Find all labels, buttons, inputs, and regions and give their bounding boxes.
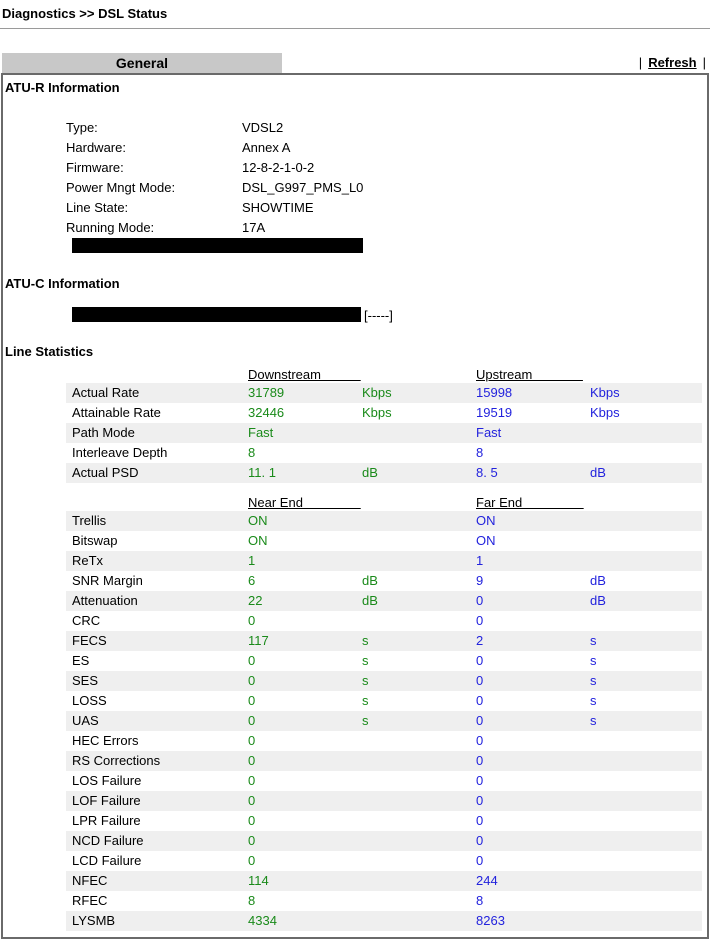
field-value: SHOWTIME <box>242 200 314 215</box>
value-far: 8 <box>476 445 484 460</box>
unit-near: s <box>362 693 369 708</box>
table-row <box>66 811 702 831</box>
value-near: 0 <box>248 613 256 628</box>
unit-far: Kbps <box>590 405 620 420</box>
value-near: 8 <box>248 893 256 908</box>
tab-general[interactable]: General <box>2 53 282 73</box>
row-label: Attainable Rate <box>72 405 161 420</box>
table-row <box>66 751 702 771</box>
value-far: 244 <box>476 873 498 888</box>
row-label: LOS Failure <box>72 773 142 788</box>
redacted-field <box>72 238 363 253</box>
value-far: 2 <box>476 633 484 648</box>
value-far: 9 <box>476 573 484 588</box>
row-label: ES <box>72 653 90 668</box>
value-far: 0 <box>476 693 484 708</box>
value-near: 0 <box>248 853 256 868</box>
unit-far: dB <box>590 593 606 608</box>
table-row <box>66 571 702 591</box>
value-far: ON <box>476 513 496 528</box>
table-row <box>66 831 702 851</box>
row-label: NFEC <box>72 873 108 888</box>
far-end-header: Far End <box>476 495 584 510</box>
value-far: 15998 <box>476 385 513 400</box>
unit-near: s <box>362 653 369 668</box>
row-label: LPR Failure <box>72 813 141 828</box>
table-row <box>66 651 702 671</box>
field-label: Hardware: <box>66 140 126 155</box>
row-label: UAS <box>72 713 99 728</box>
value-far: Fast <box>476 425 502 440</box>
value-far: 8 <box>476 893 484 908</box>
row-label: Trellis <box>72 513 107 528</box>
row-label: LOF Failure <box>72 793 141 808</box>
field-value: VDSL2 <box>242 120 284 135</box>
value-far: 0 <box>476 833 484 848</box>
value-near: 114 <box>248 873 269 888</box>
value-near: 0 <box>248 753 256 768</box>
row-label: LCD Failure <box>72 853 142 868</box>
row-label: Actual Rate <box>72 385 140 400</box>
field-value: Annex A <box>242 140 291 155</box>
near-end-header: Near End <box>248 495 361 510</box>
value-near: 22 <box>248 593 263 608</box>
value-near: 1 <box>248 553 256 568</box>
row-label: RFEC <box>72 893 108 908</box>
value-far: 0 <box>476 773 484 788</box>
value-near: 0 <box>248 813 256 828</box>
value-far: 0 <box>476 713 484 728</box>
value-near: 0 <box>248 793 256 808</box>
value-near: ON <box>248 513 268 528</box>
table-row <box>66 671 702 691</box>
unit-far: Kbps <box>590 385 620 400</box>
downstream-header: Downstream <box>248 367 361 382</box>
table-row <box>66 531 702 551</box>
row-label: SES <box>72 673 99 688</box>
breadcrumb: Diagnostics >> DSL Status <box>2 6 168 21</box>
value-far: 0 <box>476 753 484 768</box>
unit-far: dB <box>590 465 606 480</box>
value-far: 0 <box>476 853 484 868</box>
value-far: 0 <box>476 793 484 808</box>
value-near: ON <box>248 533 268 548</box>
unit-near: s <box>362 673 369 688</box>
value-far: 0 <box>476 733 484 748</box>
unit-far: s <box>590 713 597 728</box>
row-label: LYSMB <box>72 913 116 928</box>
row-label: LOSS <box>72 693 107 708</box>
value-near: 31789 <box>248 385 285 400</box>
value-near: 11. 1 <box>248 465 276 480</box>
table-row <box>66 511 702 531</box>
value-near: 6 <box>248 573 256 588</box>
line-stats-table <box>66 363 702 931</box>
table-row <box>66 591 702 611</box>
row-label: HEC Errors <box>72 733 139 748</box>
value-far: 1 <box>476 553 484 568</box>
value-far: 19519 <box>476 405 513 420</box>
row-label: SNR Margin <box>72 573 143 588</box>
row-label: FECS <box>72 633 107 648</box>
unit-far: s <box>590 633 597 648</box>
field-label: Running Mode: <box>66 220 155 235</box>
value-far: 0 <box>476 673 484 688</box>
table-row <box>66 771 702 791</box>
table-row <box>66 551 702 571</box>
table-row <box>66 691 702 711</box>
field-label: Power Mngt Mode: <box>66 180 176 195</box>
table-row <box>66 631 702 651</box>
unit-near: dB <box>362 593 378 608</box>
value-near: 0 <box>248 833 256 848</box>
field-value: 17A <box>242 220 266 235</box>
unit-near: dB <box>362 573 378 588</box>
value-near: 0 <box>248 713 256 728</box>
unit-near: s <box>362 633 369 648</box>
table-row <box>66 911 702 931</box>
value-far: 8. 5 <box>476 465 498 480</box>
value-near: 32446 <box>248 405 285 420</box>
unit-far: dB <box>590 573 606 588</box>
refresh-toolbar <box>633 54 706 72</box>
group2-header <box>66 491 702 511</box>
value-near: 0 <box>248 693 256 708</box>
unit-far: s <box>590 673 597 688</box>
field-label: Line State: <box>66 200 129 215</box>
upstream-header: Upstream <box>476 367 583 382</box>
atur-section-title: ATU-R Information <box>5 80 120 95</box>
unit-near: Kbps <box>362 385 392 400</box>
value-far: 0 <box>476 813 484 828</box>
separator: | <box>702 55 706 70</box>
refresh-link[interactable]: Refresh <box>648 55 697 70</box>
row-label: CRC <box>72 613 101 628</box>
value-far: 8263 <box>476 913 505 928</box>
unit-near: dB <box>362 465 378 480</box>
row-label: Bitswap <box>72 533 118 548</box>
title-divider <box>0 28 710 29</box>
table-row <box>66 891 702 911</box>
unit-near: Kbps <box>362 405 392 420</box>
value-far: 0 <box>476 593 484 608</box>
table-row <box>66 851 702 871</box>
table-row <box>66 403 702 423</box>
value-near: 0 <box>248 733 256 748</box>
field-value: 12-8-2-1-0-2 <box>242 160 315 175</box>
row-label: Interleave Depth <box>72 445 168 460</box>
table-row <box>66 443 702 463</box>
value-near: 0 <box>248 673 256 688</box>
value-near: Fast <box>248 425 274 440</box>
group1-header <box>66 363 702 383</box>
line-stats-title: Line Statistics <box>5 344 94 359</box>
value-near: 8 <box>248 445 256 460</box>
row-label: ReTx <box>72 553 104 568</box>
row-label: Actual PSD <box>72 465 139 480</box>
unit-far: s <box>590 653 597 668</box>
table-row <box>66 423 702 443</box>
unit-near: s <box>362 713 369 728</box>
value-far: 0 <box>476 653 484 668</box>
table-row <box>66 791 702 811</box>
value-near: 4334 <box>248 913 277 928</box>
separator: | <box>638 55 643 70</box>
atuc-placeholder: [-----] <box>364 308 393 323</box>
table-row <box>66 871 702 891</box>
atuc-section-title: ATU-C Information <box>5 276 120 291</box>
table-row <box>66 711 702 731</box>
table-row <box>66 731 702 751</box>
field-label: Type: <box>66 120 98 135</box>
row-label: NCD Failure <box>72 833 144 848</box>
field-value: DSL_G997_PMS_L0 <box>242 180 364 195</box>
value-near: 0 <box>248 653 256 668</box>
row-label: RS Corrections <box>72 753 161 768</box>
redacted-field <box>72 307 361 322</box>
row-label: Path Mode <box>72 425 135 440</box>
value-far: 0 <box>476 613 484 628</box>
row-label: Attenuation <box>72 593 138 608</box>
field-label: Firmware: <box>66 160 124 175</box>
value-far: ON <box>476 533 496 548</box>
table-row <box>66 383 702 403</box>
table-row <box>66 611 702 631</box>
value-near: 0 <box>248 773 256 788</box>
unit-far: s <box>590 693 597 708</box>
value-near: 117 <box>248 633 269 648</box>
table-row <box>66 463 702 483</box>
